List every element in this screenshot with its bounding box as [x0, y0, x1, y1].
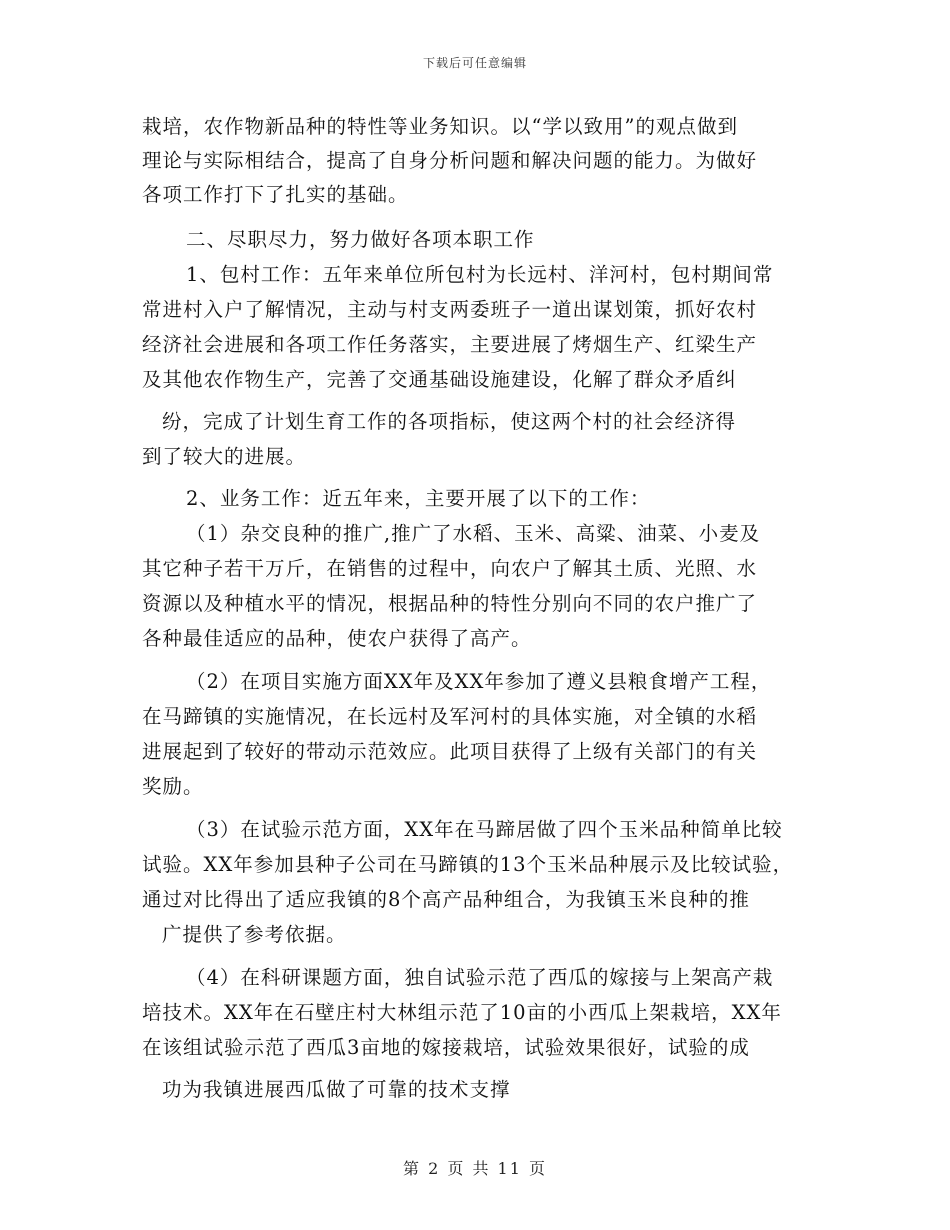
- body-line: （3）在试验示范方面，XX年在马蹄居做了四个玉米品种简单比较: [186, 818, 783, 841]
- body-line: 在马蹄镇的实施情况，在长远村及军河村的具体实施，对全镇的水稻: [142, 705, 758, 728]
- body-line: 纷，完成了计划生育工作的各项指标，使这两个村的社会经济得: [162, 410, 737, 433]
- body-line: 资源以及种植水平的情况，根据品种的特性分别向不同的农户推广了: [142, 592, 758, 615]
- body-line: 进展起到了较好的带动示范效应。此项目获得了上级有关部门的有关: [142, 740, 758, 763]
- body-line: 功为我镇进展西瓜做了可靠的技术支撑: [162, 1078, 511, 1101]
- section-heading: 二、尽职尽力，努力做好各项本职工作: [186, 228, 535, 251]
- body-line: 1、包村工作：五年来单位所包村为长远村、洋河村，包村期间常: [186, 263, 774, 286]
- body-line: 奖励。: [142, 775, 204, 798]
- body-line: 理论与实际相结合，提高了自身分析问题和解决问题的能力。为做好: [142, 149, 758, 172]
- body-line: 常进村入户了解情况，主动与村支两委班子一道出谋划策，抓好农村: [142, 298, 758, 321]
- page-header-note: 下载后可任意编辑: [422, 56, 527, 70]
- body-line: 在该组试验示范了西瓜3亩地的嫁接栽培，试验效果很好，试验的成: [142, 1036, 750, 1059]
- body-line: 经济社会进展和各项工作任务落实，主要进展了烤烟生产、红梁生产: [142, 333, 758, 356]
- body-line: 培技术。XX年在石壁庄村大林组示范了10亩的小西瓜上架栽培，XX年: [142, 1001, 782, 1024]
- body-line: 各项工作打下了扎实的基础。: [142, 183, 409, 206]
- body-line: 通过对比得出了适应我镇的8个高产品种组合，为我镇玉米良种的推: [142, 888, 750, 911]
- body-line: 2、业务工作：近五年来，主要开展了以下的工作：: [186, 487, 651, 510]
- body-line: （1）杂交良种的推广,推广了水稻、玉米、高粱、油菜、小麦及: [186, 522, 761, 545]
- body-line: 栽培，农作物新品种的特性等业务知识。以“学以致用”的观点做到: [142, 115, 738, 138]
- body-line: 及其他农作物生产，完善了交通基础设施建设，化解了群众矛盾纠: [142, 368, 737, 391]
- body-line: 试验。XX年参加县种子公司在马蹄镇的13个玉米品种展示及比较试验，: [142, 853, 794, 876]
- body-line: （2）在项目实施方面XX年及XX年参加了遵义县粮食增产工程，: [186, 670, 772, 693]
- body-line: （4）在科研课题方面，独自试验示范了西瓜的嫁接与上架高产栽: [186, 966, 774, 989]
- body-line: 到了较大的进展。: [142, 445, 307, 468]
- body-line: 各种最佳适应的品种，使农户获得了高产。: [142, 627, 532, 650]
- page-number-footer: 第 2 页 共 11 页: [403, 1159, 547, 1178]
- body-line: 其它种子若干万斤，在销售的过程中，向农户了解其土质、光照、水: [142, 557, 758, 580]
- body-line: 广提供了参考依据。: [162, 923, 347, 946]
